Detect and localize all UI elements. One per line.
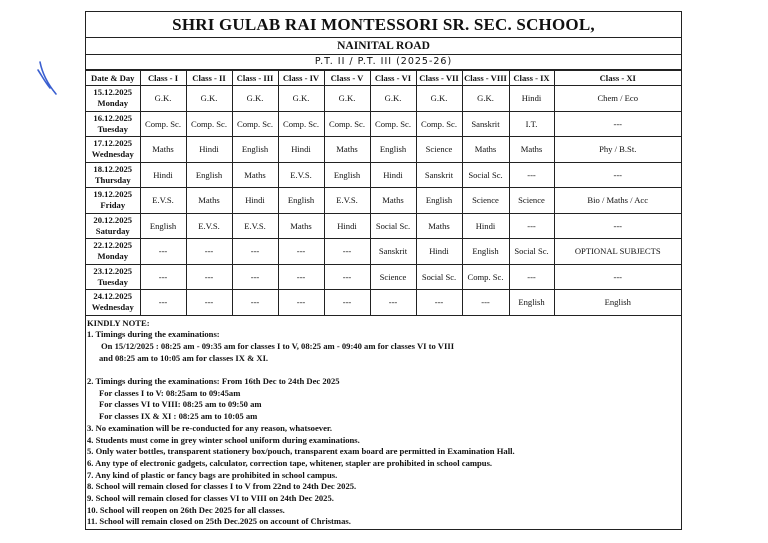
date-day-cell [86,188,140,214]
exam-date: 19.12.2025 [93,189,133,200]
subject-cell: --- [232,290,278,316]
subject-cell: Hindi [462,213,509,239]
subject-cell: Sanskrit [370,239,416,265]
subject-cell: English [232,137,278,163]
note-detail: On 15/12/2025 : 08:25 am - 09:35 am for classes I to V, 08:25 am - 09:40 am for classes VI to VIII [101,340,455,351]
subject-cell: Comp. Sc. [462,264,509,290]
exam-day: Saturday [95,225,130,236]
note-item: 5. Only water bottles, transparent stationery box/pouch, transparent exam board are permitted in Examination Hall. [87,446,515,457]
exam-day: Tuesday [97,276,128,287]
subject-cell: --- [554,111,681,137]
note-detail: For classes VI to VIII: 08:25 am to 09:50 am [99,399,262,410]
exam-title: P.T. II / P.T. III (2025-26) [86,55,681,70]
subject-cell: G.K. [324,86,370,112]
subject-cell: Comp. Sc. [140,111,186,137]
subject-cell: E.V.S. [232,213,278,239]
subject-cell: Phy / B.St. [554,137,681,163]
note-item: 6. Any type of electronic gadgets, calculator, correction tape, whitener, stapler are prohibited in school campus. [87,457,493,468]
exam-day: Wednesday [91,302,134,313]
column-header: Class - XI [554,71,681,86]
note-item: 1. Timings during the examinations: [87,329,220,340]
subject-cell: Maths [324,137,370,163]
subject-cell: Comp. Sc. [278,111,324,137]
exam-day: Thursday [94,174,131,185]
table-row [86,137,681,163]
table-body [86,86,681,316]
exam-date: 24.12.2025 [93,291,133,302]
table-header-row [86,71,681,86]
subject-cell: G.K. [370,86,416,112]
note-item: 3. No examination will be re-conducted for any reason, whatsoever. [87,422,333,433]
table-row [86,162,681,188]
subject-cell: English [370,137,416,163]
subject-cell: Social Sc. [416,264,462,290]
column-header: Class - III [232,71,278,86]
school-name: SHRI GULAB RAI MONTESSORI SR. SEC. SCHOOL, [86,12,681,38]
subject-cell: Maths [509,137,554,163]
subject-cell: Comp. Sc. [370,111,416,137]
subject-cell: Comp. Sc. [416,111,462,137]
subject-cell: --- [554,162,681,188]
exam-day: Monday [97,251,129,262]
column-header: Class - II [186,71,232,86]
subject-cell: Hindi [278,137,324,163]
kindly-note-section [86,316,681,529]
subject-cell: --- [462,290,509,316]
exam-day: Friday [100,200,126,211]
exam-date: 15.12.2025 [93,87,133,98]
subject-cell: Maths [232,162,278,188]
school-address: NAINITAL ROAD [86,38,681,55]
subject-cell: English [324,162,370,188]
note-item: 4. Students must come in grey winter school uniform during examinations. [87,434,360,445]
subject-cell: --- [416,290,462,316]
subject-cell: Hindi [416,239,462,265]
subject-cell: --- [140,264,186,290]
subject-cell: E.V.S. [324,188,370,214]
column-header: Class - V [324,71,370,86]
subject-cell: Sanskrit [416,162,462,188]
subject-cell: Maths [186,188,232,214]
subject-cell: Bio / Maths / Acc [554,188,681,214]
table-row [86,239,681,265]
table-row [86,111,681,137]
exam-date: 22.12.2025 [93,240,133,251]
column-header: Class - IV [278,71,324,86]
subject-cell: Hindi [509,86,554,112]
spacer [87,364,681,376]
subject-cell: E.V.S. [140,188,186,214]
subject-cell: E.V.S. [186,213,232,239]
subject-cell: English [186,162,232,188]
exam-schedule-table [86,70,681,316]
subject-cell: Social Sc. [462,162,509,188]
subject-cell: --- [509,264,554,290]
column-header: Class - VII [416,71,462,86]
subject-cell: --- [140,239,186,265]
subject-cell: Hindi [232,188,278,214]
subject-cell: Comp. Sc. [324,111,370,137]
table-row [86,86,681,112]
subject-cell: --- [554,213,681,239]
table-row [86,290,681,316]
column-header: Class - I [140,71,186,86]
table-row [86,213,681,239]
subject-cell: English [416,188,462,214]
exam-date: 20.12.2025 [93,214,133,225]
subject-cell: English [278,188,324,214]
subject-cell: E.V.S. [278,162,324,188]
note-detail: and 08:25 am to 10:05 am for classes IX & XI. [99,352,269,363]
exam-day: Tuesday [97,123,128,134]
subject-cell: Chem / Eco [554,86,681,112]
subject-cell: Science [462,188,509,214]
pen-scribble-mark [34,58,64,98]
table-row [86,188,681,214]
subject-cell: Science [370,264,416,290]
column-header: Class - IX [509,71,554,86]
subject-cell: Science [416,137,462,163]
table-row [86,264,681,290]
subject-cell: Maths [140,137,186,163]
column-header: Date & Day [86,71,140,86]
subject-cell: --- [186,239,232,265]
subject-cell: English [140,213,186,239]
subject-cell: Maths [416,213,462,239]
subject-cell: --- [186,290,232,316]
subject-cell: G.K. [140,86,186,112]
subject-cell: --- [324,239,370,265]
subject-cell: OPTIONAL SUBJECTS [554,239,681,265]
date-day-cell [86,111,140,137]
exam-day: Wednesday [91,149,134,160]
subject-cell: Maths [370,188,416,214]
note-detail: For classes I to V: 08:25am to 09:45am [99,387,241,398]
subject-cell: --- [324,290,370,316]
subject-cell: --- [186,264,232,290]
note-item: 8. School will remain closed for classes I to V from 22nd to 24th Dec 2025. [87,481,357,492]
subject-cell: Social Sc. [509,239,554,265]
notes-heading: KINDLY NOTE: [87,317,150,328]
subject-cell: --- [324,264,370,290]
note-item: 11. School will remain closed on 25th Dec.2025 on account of Christmas. [87,516,351,527]
subject-cell: Maths [462,137,509,163]
subject-cell: --- [232,264,278,290]
exam-date: 18.12.2025 [93,163,133,174]
subject-cell: --- [554,264,681,290]
subject-cell: --- [232,239,278,265]
column-header: Class - VI [370,71,416,86]
exam-date: 16.12.2025 [93,112,133,123]
subject-cell: Hindi [370,162,416,188]
note-item: 10. School will reopen on 26th Dec 2025 for all classes. [87,504,285,515]
subject-cell: Science [509,188,554,214]
subject-cell: I.T. [509,111,554,137]
date-day-cell [86,264,140,290]
subject-cell: Maths [278,213,324,239]
subject-cell: G.K. [232,86,278,112]
column-header: Class - VIII [462,71,509,86]
subject-cell: G.K. [462,86,509,112]
date-day-cell [86,290,140,316]
subject-cell: --- [278,264,324,290]
subject-cell: --- [140,290,186,316]
subject-cell: English [509,290,554,316]
exam-day: Monday [97,98,129,109]
subject-cell: Comp. Sc. [186,111,232,137]
date-day-cell [86,162,140,188]
date-day-cell [86,239,140,265]
subject-cell: Sanskrit [462,111,509,137]
subject-cell: Social Sc. [370,213,416,239]
subject-cell: --- [278,239,324,265]
subject-cell: Hindi [186,137,232,163]
subject-cell: --- [509,213,554,239]
date-day-cell [86,213,140,239]
subject-cell: Hindi [140,162,186,188]
subject-cell: Comp. Sc. [232,111,278,137]
subject-cell: G.K. [278,86,324,112]
subject-cell: --- [509,162,554,188]
subject-cell: G.K. [416,86,462,112]
note-item: 7. Any kind of plastic or fancy bags are prohibited in school campus. [87,469,338,480]
date-day-cell [86,86,140,112]
subject-cell: --- [278,290,324,316]
date-day-cell [86,137,140,163]
exam-date: 23.12.2025 [93,265,133,276]
note-item: 2. Timings during the examinations: From 16th Dec to 24th Dec 2025 [87,376,340,386]
note-item: 9. School will remain closed for classes VI to VIII on 24th Dec 2025. [87,493,334,504]
subject-cell: English [554,290,681,316]
subject-cell: --- [370,290,416,316]
exam-date: 17.12.2025 [93,138,133,149]
subject-cell: Hindi [324,213,370,239]
datesheet [85,11,682,530]
subject-cell: English [462,239,509,265]
note-detail: For classes IX & XI : 08:25 am to 10:05 am [99,411,258,422]
subject-cell: G.K. [186,86,232,112]
